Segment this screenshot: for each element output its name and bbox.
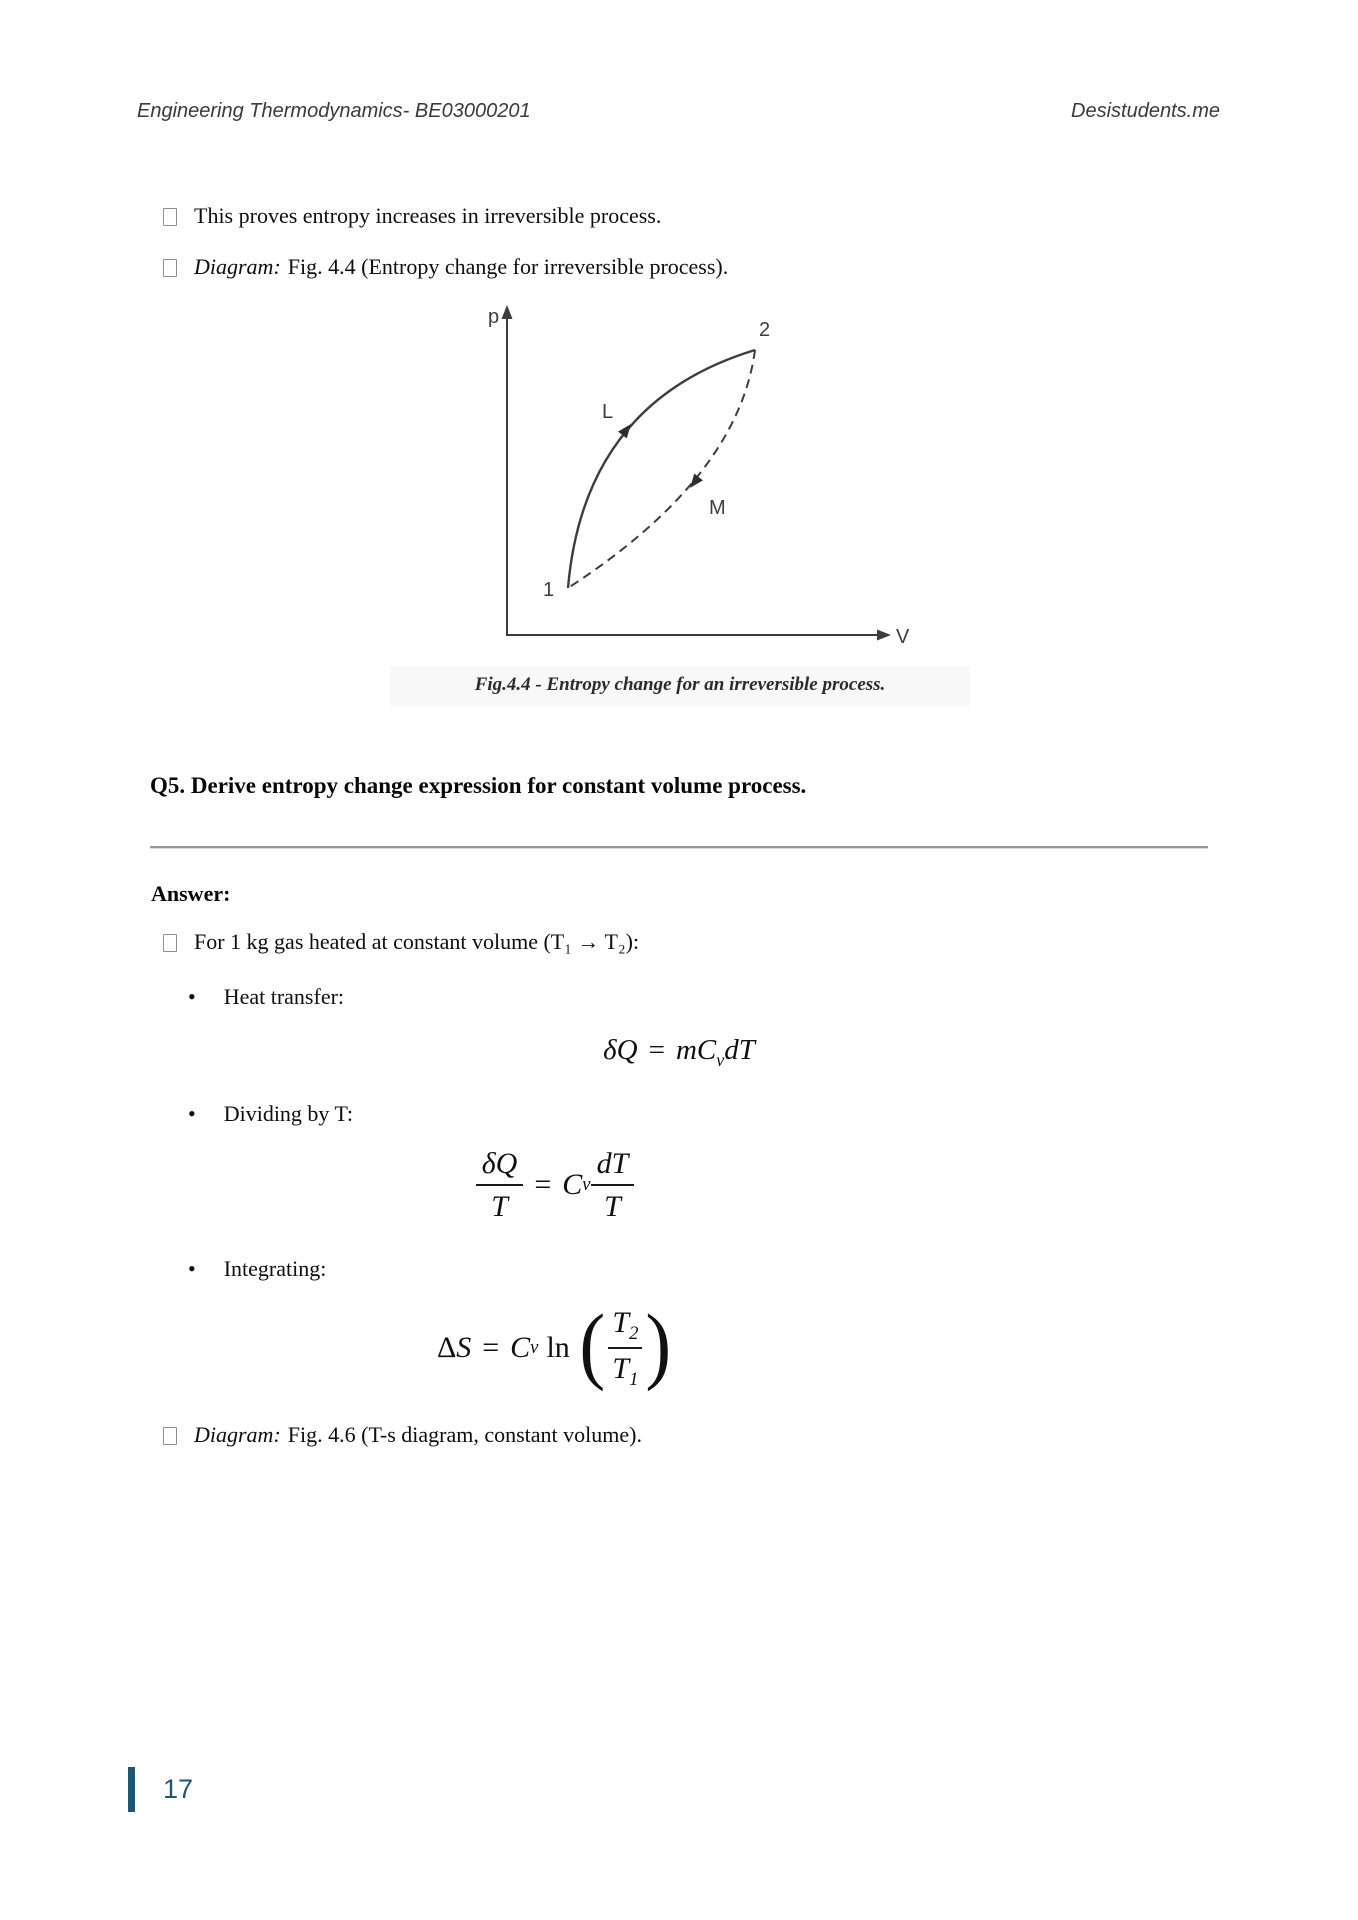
diagram-44-rest: Fig. 4.4 (Entropy change for irreversible process). bbox=[287, 254, 729, 279]
header-website: Desistudents.me bbox=[1071, 100, 1220, 122]
step-heat-transfer-label: Heat transfer: bbox=[223, 984, 345, 1009]
step-dividing-label: Dividing by T: bbox=[223, 1101, 353, 1126]
solid-curve-label: L bbox=[602, 401, 614, 423]
page-number-accent-bar bbox=[128, 1767, 135, 1812]
diagram-word-italic: Diagram: bbox=[194, 254, 281, 279]
eq3-coeff: C bbox=[510, 1331, 531, 1365]
bullet-condition bbox=[163, 929, 639, 955]
checkbox-glyph-icon bbox=[163, 208, 177, 226]
eq3-ln: ln bbox=[546, 1331, 570, 1365]
eq3-s: S bbox=[456, 1331, 472, 1365]
eq2-rhs-denominator: T bbox=[604, 1190, 621, 1224]
step-dividing bbox=[188, 1101, 353, 1127]
y-axis-arrow-icon bbox=[502, 305, 513, 319]
bullet-diagram-44 bbox=[163, 254, 728, 280]
diagram-46-rest: Fig. 4.6 (T-s diagram, constant volume). bbox=[287, 1422, 642, 1447]
eq2-lhs-fraction bbox=[476, 1146, 524, 1225]
bullet-diagram-46-text bbox=[194, 1422, 642, 1448]
page-header bbox=[137, 100, 1220, 123]
dashed-curve-label: M bbox=[709, 497, 726, 519]
solid-process-curve bbox=[568, 350, 755, 588]
eq3-ratio-numerator: $T_2$ bbox=[608, 1306, 642, 1349]
pv-diagram-figure bbox=[480, 296, 930, 661]
eq2-equals: = bbox=[534, 1168, 552, 1202]
eq3-equals: = bbox=[482, 1331, 500, 1365]
pv-diagram bbox=[480, 296, 930, 656]
checkbox-glyph-icon bbox=[163, 259, 177, 277]
x-axis-arrow-icon bbox=[877, 630, 891, 641]
state-point-2-label: 2 bbox=[759, 319, 771, 341]
checkbox-glyph-icon bbox=[163, 1427, 177, 1445]
step-heat-transfer bbox=[188, 984, 344, 1010]
equation-heat-transfer bbox=[0, 1034, 1358, 1071]
equation-entropy-change: Δ S = C v ln ( $\frac{T_2}{T_1}$ ) bbox=[436, 1296, 672, 1393]
answer-label: Answer: bbox=[151, 881, 231, 906]
section-divider bbox=[150, 846, 1208, 848]
bullet-dot-icon: • bbox=[188, 984, 196, 1009]
dashed-process-curve bbox=[568, 350, 755, 588]
eq2-subscript: v bbox=[582, 1174, 591, 1196]
equation-dividing bbox=[0, 1146, 1110, 1225]
eq1-lhs: δQ bbox=[603, 1034, 638, 1066]
bullet-dot-icon: • bbox=[188, 1256, 196, 1281]
bullet-dot-icon: • bbox=[188, 1101, 196, 1126]
eq1-coeff: mC bbox=[675, 1034, 717, 1066]
diagram-word-italic: Diagram: bbox=[194, 1422, 281, 1447]
bullet-proof bbox=[163, 203, 661, 229]
x-axis-label: V bbox=[896, 626, 910, 648]
step-integrating-label: Integrating: bbox=[223, 1256, 327, 1281]
checkbox-glyph-icon bbox=[163, 934, 177, 952]
bullet-diagram-46 bbox=[163, 1422, 642, 1448]
eq2-coeff: C bbox=[562, 1168, 583, 1202]
eq2-lhs-denominator: T bbox=[491, 1190, 508, 1224]
step-integrating bbox=[188, 1256, 326, 1282]
eq1-equals: = bbox=[648, 1034, 665, 1066]
bullet-diagram-44-text bbox=[194, 254, 728, 280]
eq3-delta: Δ bbox=[436, 1331, 457, 1365]
figure-caption: Fig.4.4 - Entropy change for an irreversible process. bbox=[390, 666, 970, 706]
eq2-lhs-numerator: δQ bbox=[476, 1146, 524, 1186]
y-axis-label: p bbox=[488, 306, 500, 328]
eq2-rhs-fraction bbox=[591, 1146, 635, 1225]
eq1-subscript: v bbox=[716, 1049, 725, 1070]
eq2-rhs-numerator: dT bbox=[591, 1146, 635, 1186]
condition-text: For 1 kg gas heated at constant volume (T₁ → T₂): bbox=[194, 929, 640, 954]
eq3-ratio-denominator: $T_1$ bbox=[612, 1352, 639, 1391]
eq3-temperature-ratio bbox=[608, 1306, 642, 1391]
eq3-subscript: v bbox=[530, 1337, 539, 1359]
bullet-proof-text: This proves entropy increases in irreversible process. bbox=[194, 203, 662, 228]
question-heading: Q5. Derive entropy change expression for constant volume process. bbox=[150, 773, 807, 798]
eq1-tail: dT bbox=[724, 1034, 755, 1066]
header-course-title: Engineering Thermodynamics- BE03000201 bbox=[137, 100, 531, 122]
page-number: 17 bbox=[163, 1774, 194, 1804]
state-point-1-label: 1 bbox=[543, 579, 555, 601]
